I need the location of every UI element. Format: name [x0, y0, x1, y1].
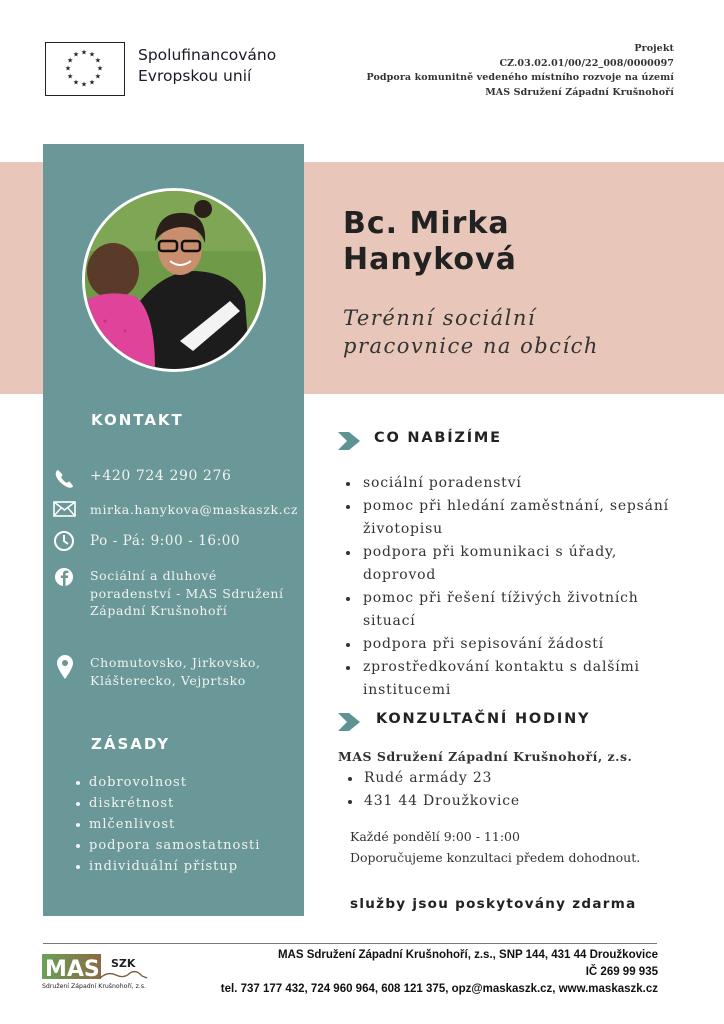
office-hours: Po - Pá: 9:00 - 16:00 [90, 533, 241, 549]
eu-flag-logo [45, 42, 125, 96]
project-number: CZ.03.02.01/00/22_008/0000097 [499, 57, 674, 69]
mail-icon [52, 499, 78, 521]
footer-address: MAS Sdružení Západní Krušnohoří, z.s., SNP 144, 431 44 Droužkovice [277, 949, 658, 961]
eu-star: ★ [72, 78, 80, 87]
footer-contact [221, 947, 658, 998]
service-area: Chomutovsko, Jirkovsko, Klášterecko, Vejprtsko [90, 655, 261, 688]
free-services-note: služby jsou poskytovány zdarma [350, 896, 637, 912]
eu-star: ★ [94, 56, 101, 65]
offer-heading: CO NABÍZÍME [374, 430, 502, 446]
person-name [343, 206, 517, 278]
name-line1: Bc. Mirka [343, 206, 510, 241]
name-line2: Hanyková [343, 242, 517, 277]
mas-logo-subtitle: Sdružení Západní Krušnohoří, z.s. [42, 983, 147, 990]
chevron-right-icon [338, 713, 360, 731]
logo-szk-text: SZK [111, 957, 136, 970]
principle-item: individuální přístup [76, 856, 260, 877]
offer-item: pomoc při řešení tíživých životních situací [346, 587, 686, 633]
project-label: Projekt [634, 43, 674, 54]
mas-logo-icon [42, 953, 152, 983]
eu-star: ★ [88, 50, 96, 59]
profile-photo [82, 188, 266, 372]
offer-item: sociální poradenství [346, 472, 686, 495]
principle-item: dobrovolnost [76, 772, 260, 793]
project-title: Podpora komunitně vedeného místního rozvoje na území [366, 72, 674, 83]
phone-number[interactable]: +420 724 290 276 [90, 468, 232, 484]
facebook-icon [52, 567, 78, 589]
offer-item: podpora při komunikaci s úřady, doprovod [346, 541, 686, 587]
person-role [343, 304, 599, 360]
role-line1: Terénní sociální [343, 306, 537, 330]
location-pin-icon [52, 654, 78, 680]
eu-star: ★ [80, 80, 88, 89]
photo-illustration [85, 191, 263, 369]
principles-list [76, 772, 260, 877]
facebook-page[interactable]: Sociální a dluhové poradenství - MAS Sdružení Západní Krušnohoří [90, 568, 284, 618]
offer-item: pomoc při hledání zaměstnání, sepsání životopisu [346, 495, 686, 541]
eu-star: ★ [72, 50, 80, 59]
eu-star: ★ [64, 64, 72, 73]
email-address[interactable]: mirka.hanykova@maskaszk.cz [90, 502, 299, 517]
hours-schedule: Každé pondělí 9:00 - 11:00 [350, 829, 520, 844]
hours-note: Doporučujeme konzultaci předem dohodnout. [350, 850, 641, 865]
footer-divider [43, 943, 657, 944]
eu-star: ★ [80, 48, 88, 57]
address-street: Rudé armády 23 [348, 767, 520, 790]
eu-text-line1: Spolufinancováno [138, 46, 277, 64]
principle-item: diskrétnost [76, 793, 260, 814]
project-info [366, 42, 674, 100]
clock-icon [52, 530, 78, 552]
eu-cofinance-text [138, 45, 276, 87]
consultation-hours [350, 826, 640, 868]
principles-heading: ZÁSADY [91, 735, 171, 753]
consultation-address [348, 767, 520, 813]
eu-star: ★ [88, 78, 96, 87]
contact-heading: KONTAKT [91, 411, 184, 429]
principle-item: podpora samostatnosti [76, 835, 260, 856]
logo-mas-text: MAS [45, 957, 100, 982]
footer-ico: IČ 269 99 935 [585, 966, 658, 978]
offer-list [346, 472, 686, 702]
address-city: 431 44 Droužkovice [348, 790, 520, 813]
principle-item: mlčenlivost [76, 814, 260, 835]
eu-star: ★ [94, 72, 101, 81]
eu-flag-icon [46, 43, 123, 94]
role-line2: pracovnice na obcích [343, 334, 599, 358]
chevron-right-icon [338, 432, 360, 450]
project-region: MAS Sdružení Západní Krušnohoří [485, 86, 674, 98]
offer-item: zprostředkování kontaktu s dalšími institucemi [346, 656, 686, 702]
consultation-org: MAS Sdružení Západní Krušnohoří, z.s. [338, 749, 633, 764]
offer-item: podpora při sepisování žádostí [346, 633, 686, 656]
eu-star: ★ [96, 64, 104, 73]
footer-phones[interactable]: tel. 737 177 432, 724 960 964, 608 121 375, opz@maskaszk.cz, www.maskaszk.cz [220, 983, 658, 995]
eu-star: ★ [67, 56, 74, 65]
phone-icon [52, 468, 78, 490]
eu-text-line2: Evropskou unií [138, 67, 252, 85]
eu-star: ★ [67, 72, 74, 81]
consultation-heading: KONZULTAČNÍ HODINY [376, 711, 591, 727]
